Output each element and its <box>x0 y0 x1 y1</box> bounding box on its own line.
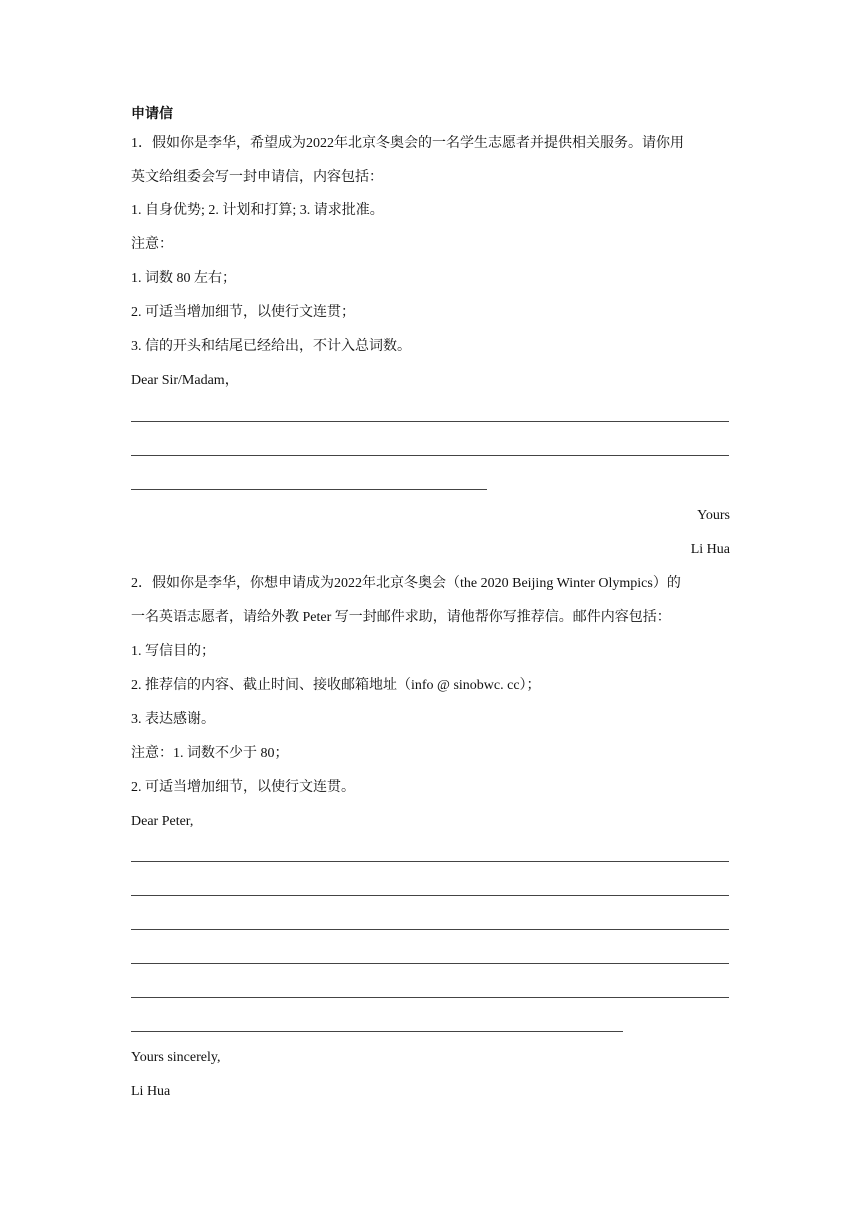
task2-salutation: Dear Peter, <box>131 814 194 829</box>
document-title: 申请信 <box>131 107 173 122</box>
task1-prompt-line1: 1．假如你是李华，希望成为2022年北京冬奥会的一名学生志愿者并提供相关服务。请你用 <box>131 136 684 151</box>
task2-answer-line-2 <box>131 895 729 896</box>
task2-signature: Li Hua <box>131 1084 171 1099</box>
task1-answer-line-1 <box>131 421 729 422</box>
task2-prompt-line2: 一名英语志愿者，请给外教 Peter 写一封邮件求助，请他帮你写推荐信。邮件内容包括： <box>131 610 671 625</box>
task2-answer-line-5 <box>131 997 729 998</box>
task2-closing: Yours sincerely, <box>131 1050 221 1065</box>
task2-answer-line-3 <box>131 929 729 930</box>
task1-answer-line-2 <box>131 455 729 456</box>
task1-closing: Yours <box>697 508 730 523</box>
task1-salutation: Dear Sir/Madam， <box>131 373 239 388</box>
task2-item-2: 2. 推荐信的内容、截止时间、接收邮箱地址（info @ sinobwc. cc）； <box>131 678 541 693</box>
task1-prompt-line2: 英文给组委会写一封申请信，内容包括： <box>131 170 383 185</box>
task1-points: 1. 自身优势; 2. 计划和打算; 3. 请求批准。 <box>131 203 384 218</box>
task2-answer-line-6 <box>131 1031 623 1032</box>
task2-item-1: 1. 写信目的； <box>131 644 215 659</box>
task1-note-3: 3. 信的开头和结尾已经给出，不计入总词数。 <box>131 339 411 354</box>
task1-note-1: 1. 词数 80 左右； <box>131 271 236 286</box>
task1-note-label: 注意： <box>131 237 173 252</box>
task2-answer-line-1 <box>131 861 729 862</box>
task2-note-2: 2. 可适当增加细节，以使行文连贯。 <box>131 780 355 795</box>
task1-answer-line-3 <box>131 489 487 490</box>
task1-note-2: 2. 可适当增加细节，以使行文连贯； <box>131 305 355 320</box>
task2-note-1: 注意：1. 词数不少于 80； <box>131 746 289 761</box>
task2-item-3: 3. 表达感谢。 <box>131 712 215 727</box>
task2-answer-line-4 <box>131 963 729 964</box>
task1-signature: Li Hua <box>690 542 730 557</box>
task2-prompt-line1: 2．假如你是李华，你想申请成为2022年北京冬奥会（the 2020 Beijing Winter Olympics）的 <box>131 576 681 591</box>
